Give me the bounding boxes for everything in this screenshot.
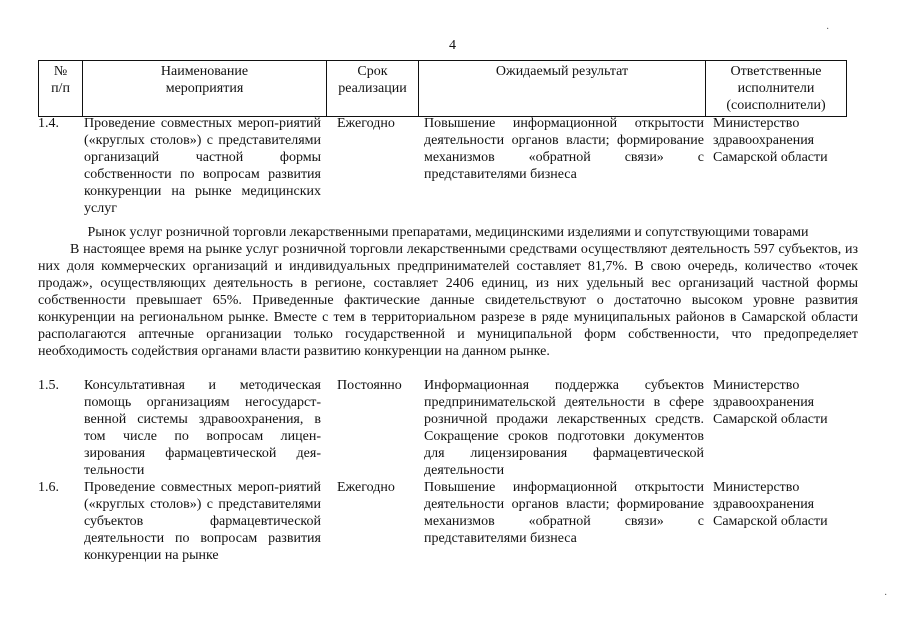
- row-number: 1.4.: [38, 116, 59, 131]
- row-term: Постоянно: [337, 378, 402, 393]
- table-row: [38, 479, 858, 584]
- table-row: [38, 115, 858, 220]
- page-number: 4: [449, 38, 456, 53]
- row-term: Ежегодно: [337, 116, 395, 131]
- row-term: Ежегодно: [337, 480, 395, 495]
- row-responsible: Министерство здравоохранения Самарской области: [713, 116, 828, 165]
- header-name: Наименование мероприятия: [83, 61, 327, 117]
- row-expected-result: Информационная поддержка субъектов предпринимательской деятельности в сфере розничной продажи лекарственных средств. Сокращение сроков подготовки документов для лицензирования фармацевтической деятельности: [424, 378, 704, 478]
- row-activity-name: Консультативная и методическая помощь организациям негосударст-венной системы здравоохранения, в том числе по вопросам лицен-зирования фармацевтической дея-тельности: [84, 378, 321, 478]
- table-row: [38, 377, 858, 477]
- plan-table-header: [38, 60, 847, 117]
- scan-mark: ·: [884, 590, 888, 601]
- row-number: 1.5.: [38, 378, 59, 393]
- row-number: 1.6.: [38, 480, 59, 495]
- header-responsible: Ответственные исполнители (соисполнители): [706, 61, 847, 117]
- row-activity-name: Проведение совместных мероп-риятий («круглых столов») с представителями субъектов фармацевтической деятельности по вопросам развития конкуренции на рынке: [84, 480, 321, 563]
- header-num: № п/п: [39, 61, 83, 117]
- header-term: Срок реализации: [327, 61, 419, 117]
- section-title: Рынок услуг розничной торговли лекарственными препаратами, медицинскими изделиями и сопутствующими товарами: [87, 225, 809, 240]
- row-activity-name: Проведение совместных мероп-риятий («круглых столов») с представителями организаций частной формы собственности по вопросам развития конкуренции на рынке медицинских услуг: [84, 116, 321, 216]
- row-responsible: Министерство здравоохранения Самарской области: [713, 480, 828, 529]
- scan-mark: ·: [826, 24, 830, 35]
- header-result: Ожидаемый результат: [419, 61, 706, 117]
- table-header-row: [39, 61, 847, 117]
- row-expected-result: Повышение информационной открытости деятельности органов власти; формирование механизмов «обратной связи» с представителями бизнеса: [424, 116, 704, 182]
- section-paragraph: В настоящее время на рынке услуг розничной торговли лекарственными средствами осуществляют деятельность 597 субъектов, из них доля коммерческих организаций и индивидуальных предпринимателей составляет 81,7%. В свою очередь, количество «точек продаж», осуществляющих деятельность в регионе, составляет 2406 единиц, из них удельный вес организаций частной формы собственности превышает 65%. Приведенные фактические данные свидетельствуют о достаточно высоком уровне развития конкуренции на региональном рынке. Вместе с тем в территориальном разрезе в ряде муниципальных районов в Самарской области располагаются аптечные организации только государственной и муниципальной форм собственности, что предопределяет необходимость содействия органами власти развитию конкуренции на данном рынке.: [38, 242, 858, 359]
- row-responsible: Министерство здравоохранения Самарской области: [713, 378, 828, 427]
- row-expected-result: Повышение информационной открытости деятельности органов власти; формирование механизмов «обратной связи» с представителями бизнеса: [424, 480, 704, 546]
